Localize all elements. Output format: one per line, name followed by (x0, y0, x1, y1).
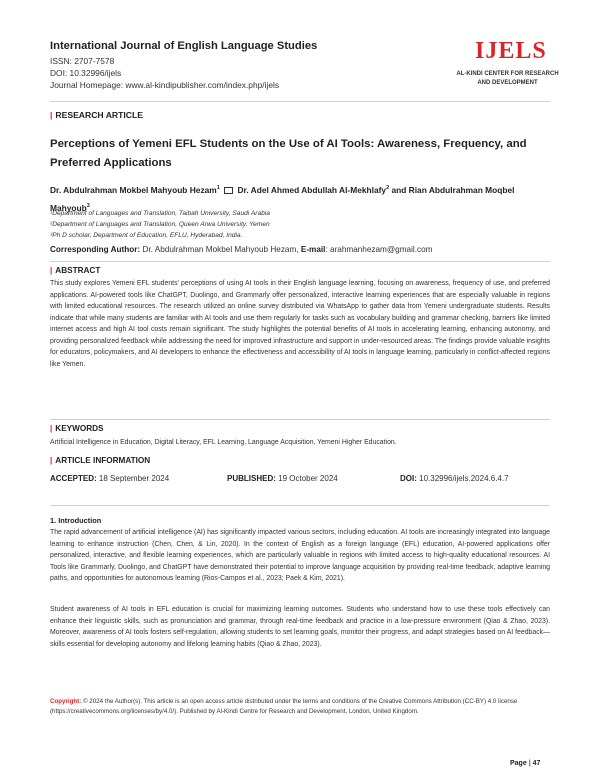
author-3-sup: 3 (86, 202, 90, 209)
affiliation-1: ¹Department of Languages and Translation, Taibah University, Saudi Arabia (50, 210, 270, 217)
section-marker: | (50, 110, 53, 120)
affiliation-3: ³Ph D scholar, Department of Education, EFLU, Hyderabad, India. (50, 232, 243, 239)
journal-doi: DOI: 10.32996/ijels (50, 68, 122, 78)
abstract-heading: | ABSTRACT (50, 266, 101, 275)
corr-divider (50, 261, 550, 262)
journal-logo: IJELS (475, 38, 547, 64)
journal-homepage-link[interactable]: Journal Homepage: www.al-kindipublisher.com/index.php/ijels (50, 80, 280, 90)
accepted-date: ACCEPTED: 18 September 2024 (50, 474, 170, 483)
author-2-sup: 2 (386, 185, 390, 191)
abstract-divider (50, 419, 550, 420)
issn: ISSN: 2707-7578 (50, 56, 115, 66)
affiliation-2: ²Department of Languages and Translation, Queen Arwa University, Yemen (50, 221, 270, 228)
copyright-notice: Copyright: © 2024 the Author(s). This article is an open access article distributed under the terms and conditions of the Creative Commons Attribution (CC-BY) 4.0 license (https://creativecommons.org/licenses/by/4.0/). Published by Al-Kindi Centre for Research and Development, London, United Kingdom. (50, 698, 518, 715)
author-3: Rian Abdulrahman Moqbel Mahyoub (50, 184, 515, 213)
article-type: | RESEARCH ARTICLE (50, 110, 143, 120)
abstract-text: This study explores Yemeni EFL students' perceptions of using AI tools in their English language learning, focusing on awareness, frequency of use, and preferred applications. AI-powered tools like ChatGPT, Duolingo, and Grammarly offer personalized, interactive learning experiences that are especially valuable in regions with limited educational resources. The research utilized an online survey distributed via WhatsApp to gather data from Yemeni undergraduate students. Results indicate that while many students are familiar with AI tools and use them regularly for tasks such as vocabulary building and grammar checking, barriers like limited internet access and high AI tool costs remain significant. The study highlights the potential benefits of AI tools in accelerating learning, enhancing autonomy, and providing personalized feedback while addressing the need for improved infrastructure and support in under-resourced areas. The findings provide valuable insights for educators, policymakers, and AI developers to enhance the effectiveness and accessibility of AI tools in language learning, particularly in conflict-affected regions like Yemen. (50, 280, 550, 368)
journal-title: International Journal of English Language Studies (50, 40, 318, 52)
keywords-heading: | KEYWORDS (50, 424, 104, 433)
author-2: Dr. Adel Ahmed Abdullah Al-Mekhlafy (237, 184, 387, 195)
logo-subtitle: AL-KINDI CENTER FOR RESEARCH AND DEVELOPMENT (456, 71, 559, 86)
header-divider (50, 101, 550, 102)
article-info-heading: | ARTICLE INFORMATION (50, 456, 151, 465)
corresponding-email[interactable]: : arahmanhezam@gmail.com (325, 245, 433, 254)
intro-paragraph-2: Student awareness of AI tools in EFL education is crucial for maximizing learning outcomes. Students who understand how to use these tools effectively can enhance their linguistic skills, such as pronunciation and grammar, through real-time feedback and practice in a low-pressure environment (Qiao & Zhao, 2023). Moreover, awareness of AI tools fosters self-regulation, allowing students to set learning goals, monitor their progress, and adapt strategies based on AI feedback—skills essential for developing autonomy and lifelong learning habits (Qiao & Zhao, 2023). (50, 606, 550, 648)
authors-and: and (391, 184, 407, 195)
email-envelope-icon[interactable] (224, 187, 233, 194)
intro-paragraph-1: The rapid advancement of artificial intelligence (AI) has significantly impacted various sectors, including education. AI tools are increasingly integrated into language learning to enhance instruction (Chen, Chen, & Lin, 2020). In the context of English as a foreign language (EFL) education, AI-powered applications offer personalized, interactive, and flexible learning experiences, which are particularly valuable in regions with limited access to high-quality educational resources. AI Tools like Grammarly, Duolingo, and ChatGPT have demonstrated their potential to improve language acquisition by providing real-time feedback, adaptive learning paths, and opportunities for autonomous learning (Rios-Campos et al., 2023; Paek & Kim, 2021). (50, 529, 550, 582)
keywords-text: Artificial Intelligence in Education, Digital Literacy, EFL Learning, Language Acquisition, Yemeni Higher Education. (50, 439, 397, 446)
corresponding-author: Corresponding Author: Dr. Abdulrahman Mokbel Mahyoub Hezam, E-mail: arahmanhezam@gmail.com (50, 245, 433, 254)
page-number: Page | 47 (510, 760, 541, 767)
paper-title: Perceptions of Yemeni EFL Students on the Use of AI Tools: Awareness, Frequency, and Preferred Applications (50, 138, 527, 169)
info-divider (50, 505, 550, 506)
article-doi[interactable]: DOI: 10.32996/ijels.2024.6.4.7 (400, 474, 509, 483)
intro-heading: 1. Introduction (50, 516, 102, 525)
author-1: Dr. Abdulrahman Mokbel Mahyoub Hezam (50, 184, 217, 195)
author-1-sup: 1 (216, 185, 220, 191)
published-date: PUBLISHED: 19 October 2024 (227, 474, 338, 483)
